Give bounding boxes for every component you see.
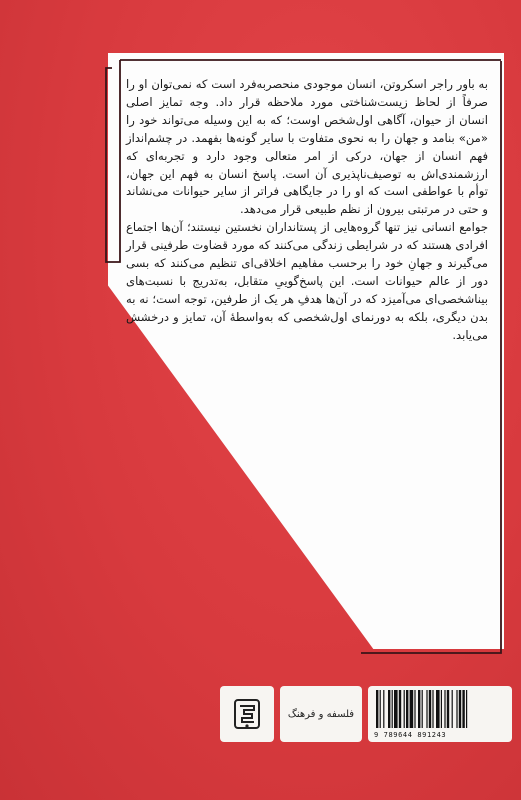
- publisher-logo: [220, 686, 274, 742]
- isbn-number: 9 789644 891243: [374, 731, 447, 739]
- barcode-bar: [410, 690, 414, 728]
- barcode-bar: [441, 690, 442, 728]
- publisher-seal-icon: [232, 697, 262, 731]
- barcode-bar: [459, 690, 461, 728]
- barcode-bar: [399, 690, 401, 728]
- blurb-paragraph-1: به باور راجر اسکروتن، انسان موجودی منحصربه‌فرد است که نمی‌توان او را صرفاً از لحاظ زیست‌شناختی مورد ملاحظه قرار داد. وجه تمایز اصلی انسان از حیوان، آگاهی اول‌شخص اوست؛ که به این وسیله می‌تواند خود را «من» بنامد و جهان را به نحوی متفاوت با سایر گونه‌ها بفهمد. در چشم‌انداز فهم انسان از جهان، درکی از امر متعالی وجود دارد و تجربه‌ای که ارزشمندی‌اش به توصیف‌ناپذیری آن است. پاسخ انسان به فهم این جهان، توأم با عواطفی است که او را در جایگاهی فراتر از سایر حیوانات می‌نشاند و حتی در مرتبتی بیرون از نظم طبیعی قرار می‌دهد.: [126, 77, 488, 217]
- blurb-paragraph-2: جوامع انسانی نیز تنها گروه‌هایی از پستانداران نخستین نیستند؛ آن‌ها اجتماع افرادی هستند که در شرایطی زندگی می‌کنند که مورد قضاوت طرفینی قرار می‌گیرند و جهانِ خود را برحسب مفاهیم اخلاقی‌ای تنظیم می‌کنند که بسی دور از عالم حیوانات است. این پاسخ‌گوییِ متقابل، به‌تدریج با نسبت‌های بیناشخصی‌ای می‌آمیزد که در آن‌ها هدفِ هر یک از طرفین، توجه است؛ نه به بدن دیگری، بلکه به دورنمای اول‌شخصی که به‌واسطهٔ آن، تمایز و درخشش می‌یابد.: [126, 220, 488, 342]
- barcode-bar: [452, 690, 453, 728]
- blurb: [126, 76, 488, 345]
- barcode-bar: [418, 690, 420, 728]
- barcode-bar: [436, 690, 440, 728]
- barcode-bar: [380, 690, 381, 728]
- barcode-bar: [432, 690, 433, 728]
- barcode-bar: [462, 690, 464, 728]
- barcode-bar: [426, 690, 427, 728]
- barcode-bars: [374, 690, 506, 730]
- barcode-bar: [447, 690, 449, 728]
- publisher-bar: [220, 686, 512, 742]
- barcode-bar: [466, 690, 467, 728]
- barcode-bar: [429, 690, 431, 728]
- barcode-bar: [414, 690, 415, 728]
- barcode-bar: [388, 690, 390, 728]
- series-label: فلسفه و فرهنگ: [287, 708, 355, 720]
- barcode-bar: [392, 690, 393, 728]
- barcode-bar: [406, 690, 408, 728]
- barcode-bar: [394, 690, 398, 728]
- barcode: [368, 686, 512, 742]
- barcode-bar: [422, 690, 423, 728]
- barcode-bar: [456, 690, 457, 728]
- barcode-bar: [404, 690, 405, 728]
- barcode-bar: [383, 690, 384, 728]
- barcode-bar: [376, 690, 378, 728]
- series-label-box: [280, 686, 362, 742]
- barcode-bar: [444, 690, 445, 728]
